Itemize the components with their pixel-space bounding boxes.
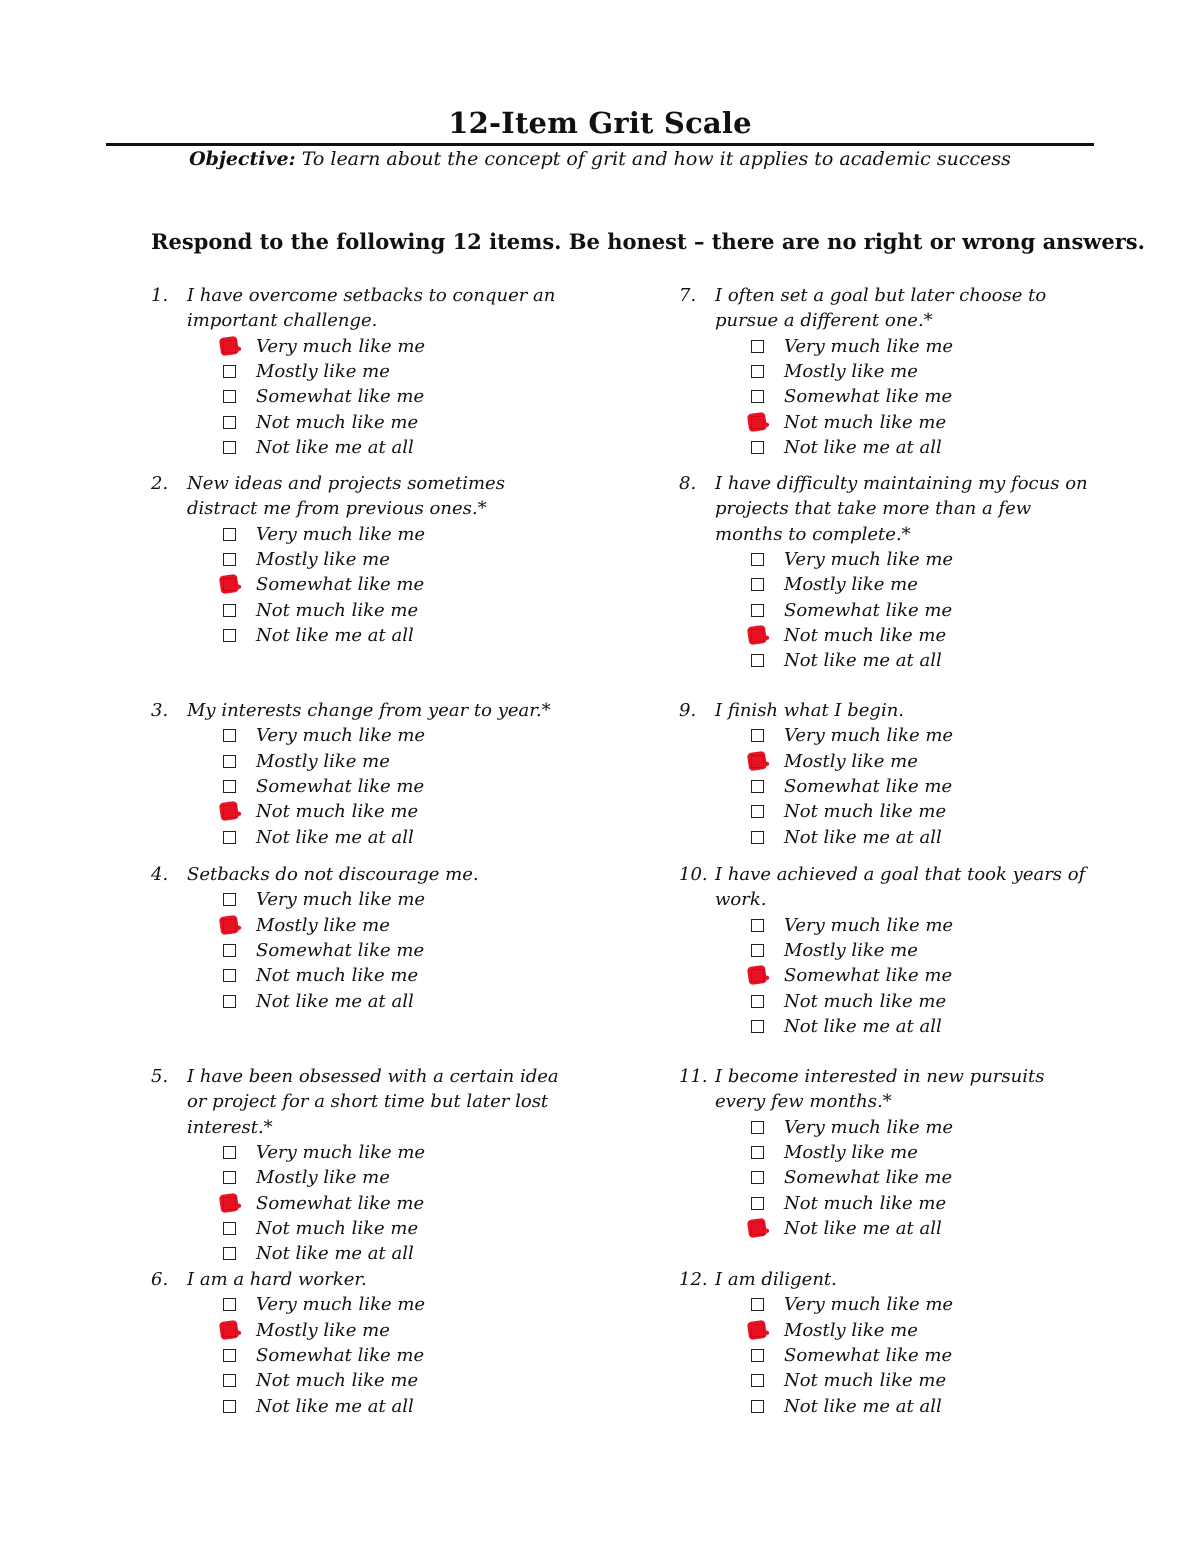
option-row[interactable]	[223, 887, 571, 912]
option-row[interactable]	[751, 1115, 1099, 1140]
checkbox[interactable]	[751, 1349, 764, 1362]
checkbox[interactable]	[223, 1324, 236, 1337]
option-label: Somewhat like me	[256, 776, 425, 798]
question-text: I finish what I begin.	[715, 700, 905, 721]
option-label: Mostly like me	[256, 549, 390, 571]
option-label: Not much like me	[784, 990, 947, 1012]
option-row[interactable]	[223, 988, 571, 1013]
question-text: I become interested in new pursuits every few months.*	[715, 1066, 1045, 1113]
red-check-mark	[747, 411, 767, 431]
checkbox[interactable]	[223, 1171, 236, 1184]
option-row[interactable]	[223, 913, 571, 938]
question-text: My interests change from year to year.*	[187, 700, 551, 721]
option-row[interactable]	[751, 547, 1099, 572]
question-item	[679, 1267, 1099, 1419]
checkbox[interactable]	[751, 1400, 764, 1413]
option-row[interactable]	[223, 799, 571, 824]
question-item	[151, 1267, 571, 1419]
checkbox[interactable]	[223, 969, 236, 982]
checkbox[interactable]	[751, 629, 764, 642]
question-row	[679, 283, 1099, 334]
option-row[interactable]	[751, 749, 1099, 774]
question-number: 11.	[679, 1066, 708, 1087]
checkbox[interactable]	[751, 416, 764, 429]
option-row[interactable]	[751, 409, 1099, 434]
option-label: Mostly like me	[784, 940, 918, 962]
red-check-mark	[747, 1218, 767, 1238]
option-row[interactable]	[223, 1318, 571, 1343]
option-row[interactable]	[751, 623, 1099, 648]
option-row[interactable]	[751, 774, 1099, 799]
checkbox[interactable]	[223, 1146, 236, 1159]
option-label: Somewhat like me	[784, 1345, 953, 1367]
option-row[interactable]	[223, 409, 571, 434]
option-label: Not much like me	[784, 411, 947, 433]
option-label: Not much like me	[256, 801, 419, 823]
red-check-mark	[747, 1320, 767, 1340]
option-label: Not like me at all	[256, 1243, 414, 1265]
objective-label: Objective:	[189, 148, 296, 170]
question-row	[679, 1267, 1099, 1292]
question-number: 7.	[679, 285, 697, 306]
option-row[interactable]	[751, 1216, 1099, 1241]
question-item	[679, 862, 1099, 1039]
option-row[interactable]	[751, 435, 1099, 460]
checkbox[interactable]	[751, 1374, 764, 1387]
checkbox[interactable]	[751, 340, 764, 353]
option-label: Mostly like me	[256, 361, 390, 383]
option-row[interactable]	[223, 435, 571, 460]
objective-text: To learn about the concept of grit and how it applies to academic success	[301, 148, 1011, 170]
option-row[interactable]	[223, 1292, 571, 1317]
question-number: 5.	[151, 1066, 169, 1087]
option-label: Somewhat like me	[784, 965, 953, 987]
question-text: I have difficulty maintaining my focus on projects that take more than a few months to complete.*	[715, 473, 1088, 545]
option-list	[751, 913, 1099, 1039]
option-row[interactable]	[751, 799, 1099, 824]
question-item	[151, 862, 571, 1014]
option-label: Very much like me	[784, 335, 954, 357]
question-item	[151, 283, 571, 460]
question-text: I am a hard worker.	[187, 1269, 367, 1290]
checkbox[interactable]	[223, 1197, 236, 1210]
question-row	[151, 471, 571, 522]
option-row[interactable]	[751, 723, 1099, 748]
option-row[interactable]	[751, 597, 1099, 622]
checkbox[interactable]	[751, 831, 764, 844]
checkbox[interactable]	[751, 390, 764, 403]
red-check-mark	[219, 915, 239, 935]
question-item	[151, 698, 571, 850]
question-text: I have achieved a goal that took years of work.	[715, 864, 1086, 911]
option-label: Mostly like me	[784, 361, 918, 383]
checkbox[interactable]	[223, 1374, 236, 1387]
option-list	[751, 1115, 1099, 1241]
checkbox[interactable]	[751, 780, 764, 793]
option-row[interactable]	[751, 1368, 1099, 1393]
option-row[interactable]	[751, 359, 1099, 384]
checkbox[interactable]	[751, 1222, 764, 1235]
option-label: Very much like me	[784, 549, 954, 571]
checkbox[interactable]	[751, 365, 764, 378]
option-row[interactable]	[751, 648, 1099, 673]
option-row[interactable]	[751, 913, 1099, 938]
option-label: Somewhat like me	[784, 599, 953, 621]
checkbox[interactable]	[751, 944, 764, 957]
option-label: Not like me at all	[256, 624, 414, 646]
option-row[interactable]	[223, 1140, 571, 1165]
checkbox[interactable]	[223, 831, 236, 844]
option-label: Mostly like me	[784, 750, 918, 772]
option-row[interactable]	[751, 1140, 1099, 1165]
option-row[interactable]	[751, 1343, 1099, 1368]
option-list	[751, 1292, 1099, 1418]
red-check-mark	[219, 1192, 239, 1212]
red-check-mark	[747, 751, 767, 771]
question-row	[679, 1064, 1099, 1115]
option-row[interactable]	[223, 597, 571, 622]
question-row	[679, 698, 1099, 723]
checkbox[interactable]	[751, 604, 764, 617]
question-number: 10.	[679, 864, 708, 885]
option-list	[751, 547, 1099, 673]
option-label: Mostly like me	[784, 1142, 918, 1164]
question-number: 1.	[151, 285, 169, 306]
option-label: Not much like me	[784, 801, 947, 823]
question-text: New ideas and projects sometimes distract me from previous ones.*	[187, 473, 505, 520]
option-label: Not like me at all	[784, 1217, 942, 1239]
option-row[interactable]	[223, 1216, 571, 1241]
option-list	[223, 1292, 571, 1418]
checkbox[interactable]	[751, 729, 764, 742]
checkbox[interactable]	[223, 629, 236, 642]
question-number: 6.	[151, 1269, 169, 1290]
option-label: Not like me at all	[256, 1395, 414, 1417]
option-row[interactable]	[223, 359, 571, 384]
checkbox[interactable]	[223, 604, 236, 617]
instructions: Respond to the following 12 items. Be honest – there are no right or wrong answers.	[151, 229, 1145, 254]
question-item	[151, 471, 571, 648]
option-row[interactable]	[223, 522, 571, 547]
option-label: Not like me at all	[784, 1395, 942, 1417]
checkbox[interactable]	[751, 1171, 764, 1184]
checkbox[interactable]	[223, 1247, 236, 1260]
option-list	[223, 723, 571, 849]
question-number: 9.	[679, 700, 697, 721]
option-label: Not like me at all	[256, 990, 414, 1012]
option-label: Not much like me	[256, 411, 419, 433]
option-list	[223, 522, 571, 648]
checkbox[interactable]	[223, 578, 236, 591]
checkbox[interactable]	[223, 944, 236, 957]
question-number: 12.	[679, 1269, 708, 1290]
question-number: 2.	[151, 473, 169, 494]
option-row[interactable]	[751, 1292, 1099, 1317]
question-text: I am diligent.	[715, 1269, 837, 1290]
option-row[interactable]	[223, 1165, 571, 1190]
question-item	[679, 1064, 1099, 1241]
option-row[interactable]	[751, 1190, 1099, 1215]
question-row	[679, 862, 1099, 913]
option-label: Somewhat like me	[784, 386, 953, 408]
objective-line	[0, 148, 1200, 170]
question-number: 8.	[679, 473, 697, 494]
question-number: 4.	[151, 864, 169, 885]
title-rule	[106, 143, 1094, 146]
checkbox[interactable]	[751, 1324, 764, 1337]
checkbox[interactable]	[751, 1197, 764, 1210]
option-list	[751, 723, 1099, 849]
option-row[interactable]	[223, 334, 571, 359]
option-label: Somewhat like me	[784, 776, 953, 798]
option-row[interactable]	[751, 1165, 1099, 1190]
checkbox[interactable]	[751, 1298, 764, 1311]
option-list	[223, 334, 571, 460]
option-row[interactable]	[223, 1343, 571, 1368]
option-label: Mostly like me	[256, 914, 390, 936]
option-label: Not much like me	[784, 624, 947, 646]
option-label: Very much like me	[784, 1116, 954, 1138]
option-list	[223, 1140, 571, 1266]
option-row[interactable]	[223, 623, 571, 648]
checkbox[interactable]	[751, 553, 764, 566]
option-label: Not like me at all	[784, 650, 942, 672]
option-label: Not much like me	[256, 599, 419, 621]
red-check-mark	[219, 336, 239, 356]
checkbox[interactable]	[751, 755, 764, 768]
question-text: I have overcome setbacks to conquer an important challenge.	[187, 285, 556, 332]
option-row[interactable]	[223, 572, 571, 597]
checkbox[interactable]	[223, 755, 236, 768]
checkbox[interactable]	[223, 995, 236, 1008]
option-row[interactable]	[751, 334, 1099, 359]
option-row[interactable]	[751, 988, 1099, 1013]
option-label: Not like me at all	[784, 826, 942, 848]
checkbox[interactable]	[223, 805, 236, 818]
option-row[interactable]	[223, 547, 571, 572]
option-label: Not much like me	[784, 1192, 947, 1214]
checkbox[interactable]	[223, 1222, 236, 1235]
checkbox[interactable]	[223, 893, 236, 906]
checkbox[interactable]	[223, 340, 236, 353]
checkbox[interactable]	[223, 553, 236, 566]
checkbox[interactable]	[223, 441, 236, 454]
checkbox[interactable]	[751, 1121, 764, 1134]
question-row	[151, 283, 571, 334]
option-label: Very much like me	[784, 914, 954, 936]
page-title: 12-Item Grit Scale	[448, 106, 752, 140]
checkbox[interactable]	[223, 390, 236, 403]
option-label: Mostly like me	[256, 750, 390, 772]
option-row[interactable]	[223, 774, 571, 799]
question-row	[151, 1267, 571, 1292]
option-row[interactable]	[751, 384, 1099, 409]
option-label: Not like me at all	[784, 1015, 942, 1037]
option-label: Mostly like me	[256, 1167, 390, 1189]
option-row[interactable]	[751, 572, 1099, 597]
option-row[interactable]	[223, 938, 571, 963]
question-text: I often set a goal but later choose to pursue a different one.*	[715, 285, 1047, 332]
option-label: Not like me at all	[256, 436, 414, 458]
checkbox[interactable]	[223, 1349, 236, 1362]
option-list	[751, 334, 1099, 460]
option-label: Not much like me	[256, 965, 419, 987]
option-label: Somewhat like me	[256, 574, 425, 596]
option-row[interactable]	[223, 1241, 571, 1266]
checkbox[interactable]	[223, 416, 236, 429]
option-row[interactable]	[223, 749, 571, 774]
question-text: Setbacks do not discourage me.	[187, 864, 479, 885]
option-list	[223, 887, 571, 1013]
option-label: Not like me at all	[256, 826, 414, 848]
option-row[interactable]	[751, 1318, 1099, 1343]
question-row	[151, 1064, 571, 1140]
option-label: Mostly like me	[784, 1319, 918, 1341]
checkbox[interactable]	[223, 1400, 236, 1413]
option-row[interactable]	[751, 938, 1099, 963]
red-check-mark	[219, 801, 239, 821]
option-label: Somewhat like me	[256, 1192, 425, 1214]
checkbox[interactable]	[751, 969, 764, 982]
option-row[interactable]	[223, 824, 571, 849]
option-label: Very much like me	[256, 725, 426, 747]
option-label: Very much like me	[256, 889, 426, 911]
checkbox[interactable]	[751, 1146, 764, 1159]
option-label: Not much like me	[784, 1370, 947, 1392]
checkbox[interactable]	[751, 441, 764, 454]
checkbox[interactable]	[223, 528, 236, 541]
checkbox[interactable]	[751, 1020, 764, 1033]
checkbox[interactable]	[223, 365, 236, 378]
checkbox[interactable]	[751, 919, 764, 932]
option-label: Very much like me	[256, 523, 426, 545]
checkbox[interactable]	[751, 578, 764, 591]
option-label: Very much like me	[256, 1142, 426, 1164]
red-check-mark	[747, 965, 767, 985]
option-label: Very much like me	[784, 725, 954, 747]
question-item	[679, 471, 1099, 673]
option-row[interactable]	[223, 723, 571, 748]
question-item	[679, 283, 1099, 460]
question-row	[679, 471, 1099, 547]
option-row[interactable]	[223, 1190, 571, 1215]
checkbox[interactable]	[751, 805, 764, 818]
option-label: Somewhat like me	[256, 1345, 425, 1367]
option-label: Somewhat like me	[784, 1167, 953, 1189]
option-label: Mostly like me	[256, 1319, 390, 1341]
checkbox[interactable]	[223, 919, 236, 932]
question-text: I have been obsessed with a certain idea or project for a short time but later lost interest.*	[187, 1066, 559, 1138]
option-row[interactable]	[223, 963, 571, 988]
checkbox[interactable]	[751, 654, 764, 667]
option-label: Somewhat like me	[256, 386, 425, 408]
question-row	[151, 862, 571, 887]
option-label: Somewhat like me	[256, 940, 425, 962]
question-row	[151, 698, 571, 723]
option-row[interactable]	[751, 1014, 1099, 1039]
red-check-mark	[747, 625, 767, 645]
option-label: Not like me at all	[784, 436, 942, 458]
option-label: Mostly like me	[784, 574, 918, 596]
option-row[interactable]	[223, 1368, 571, 1393]
question-item	[679, 698, 1099, 850]
red-check-mark	[219, 574, 239, 594]
option-label: Very much like me	[256, 335, 426, 357]
checkbox[interactable]	[223, 729, 236, 742]
option-row[interactable]	[223, 1393, 571, 1418]
option-label: Very much like me	[784, 1294, 954, 1316]
question-number: 3.	[151, 700, 169, 721]
checkbox[interactable]	[223, 1298, 236, 1311]
option-label: Not much like me	[256, 1217, 419, 1239]
red-check-mark	[219, 1320, 239, 1340]
checkbox[interactable]	[223, 780, 236, 793]
option-row[interactable]	[751, 963, 1099, 988]
option-label: Not much like me	[256, 1370, 419, 1392]
checkbox[interactable]	[751, 995, 764, 1008]
question-item	[151, 1064, 571, 1266]
option-row[interactable]	[751, 824, 1099, 849]
option-row[interactable]	[751, 1393, 1099, 1418]
option-label: Very much like me	[256, 1294, 426, 1316]
option-row[interactable]	[223, 384, 571, 409]
